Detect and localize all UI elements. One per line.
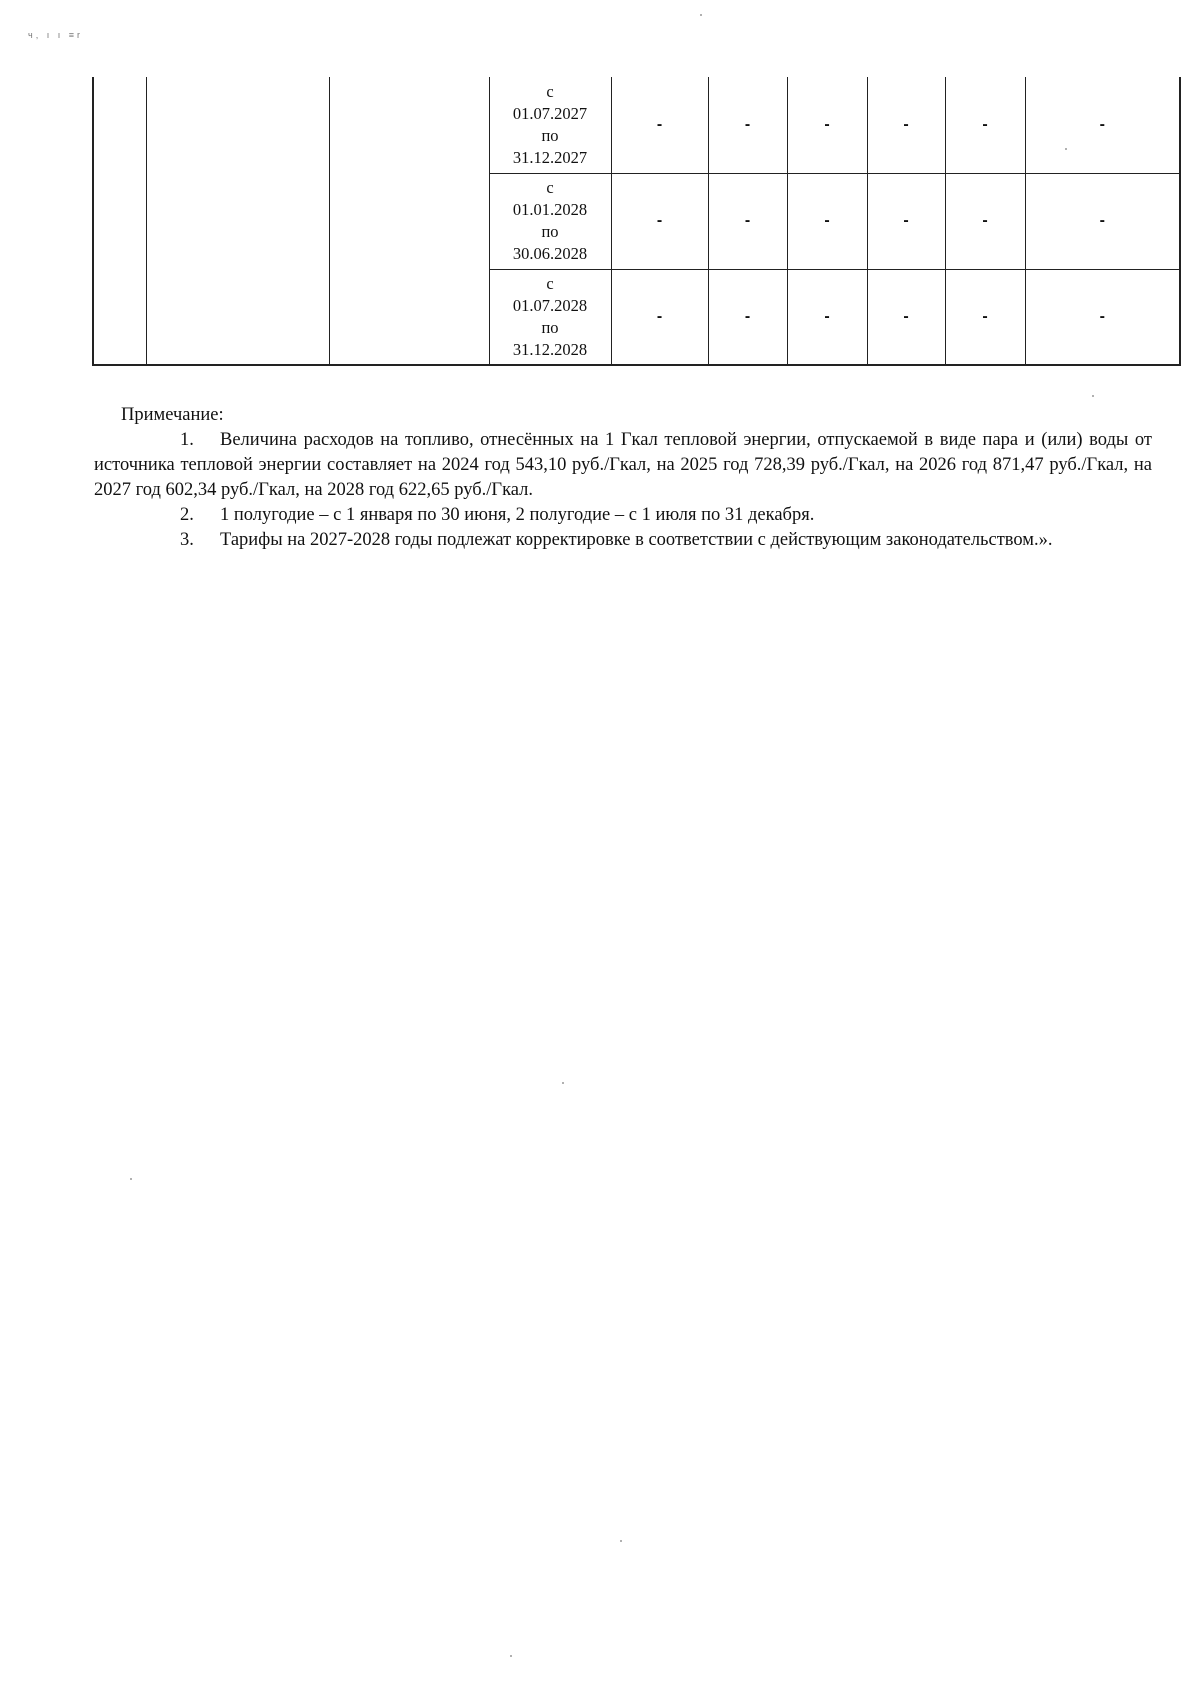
period-cell xyxy=(489,77,611,173)
tariff-table xyxy=(92,77,1181,366)
table-cell-empty xyxy=(146,77,329,173)
period-to-word: по xyxy=(541,125,559,145)
table-cell-empty xyxy=(329,77,489,173)
value-cell: - xyxy=(611,269,708,365)
value-cell: - xyxy=(708,77,787,173)
value-cell: - xyxy=(945,77,1025,173)
period-from-date: 01.01.2028 xyxy=(512,200,588,219)
period-from-date: 01.07.2027 xyxy=(512,103,588,123)
value-cell: - xyxy=(1025,269,1180,365)
scan-mark: ч, ı ı ≡r xyxy=(28,30,83,40)
table-row xyxy=(93,173,1180,269)
value-cell: - xyxy=(867,173,945,269)
value-cell: - xyxy=(708,269,787,365)
period-from-word: с xyxy=(546,178,554,197)
table-cell-empty xyxy=(146,269,329,365)
table-cell-empty xyxy=(93,77,146,173)
value-cell: - xyxy=(787,269,867,365)
value-cell: - xyxy=(787,173,867,269)
table-cell-empty xyxy=(93,269,146,365)
value-cell: - xyxy=(1025,173,1180,269)
period-to-date: 31.12.2028 xyxy=(512,339,588,359)
period-to-word: по xyxy=(541,317,559,337)
note-text: Тарифы на 2027-2028 годы подлежат корректировке в соответствии с действующим законодательством.». xyxy=(220,530,1053,550)
note-number: 1. xyxy=(180,430,194,450)
value-cell: - xyxy=(867,77,945,173)
value-cell: - xyxy=(708,173,787,269)
value-cell: - xyxy=(611,77,708,173)
table-cell-empty xyxy=(146,173,329,269)
table-cell-empty xyxy=(329,269,489,365)
value-cell: - xyxy=(611,173,708,269)
value-cell: - xyxy=(867,269,945,365)
table-cell-empty xyxy=(93,173,146,269)
note-number: 2. xyxy=(180,505,194,525)
value-cell: - xyxy=(945,173,1025,269)
period-to-date: 30.06.2028 xyxy=(512,244,588,263)
note-item xyxy=(94,428,1152,503)
table-row xyxy=(93,269,1180,365)
table-row xyxy=(93,77,1180,173)
note-item xyxy=(94,503,1152,528)
value-cell: - xyxy=(787,77,867,173)
note-item xyxy=(94,528,1152,553)
period-cell xyxy=(489,269,611,365)
period-from-date: 01.07.2028 xyxy=(512,295,588,315)
notes-heading: Примечание: xyxy=(121,405,224,425)
period-cell xyxy=(489,173,611,269)
value-cell: - xyxy=(945,269,1025,365)
period-to-date: 31.12.2027 xyxy=(512,147,588,167)
period-to-word: по xyxy=(541,222,559,241)
note-text: Величина расходов на топливо, отнесённых на 1 Гкал тепловой энергии, отпускаемой в виде пара и (или) воды от источника тепловой энергии составляет на 2024 год 543,10 руб./Гкал, на 2025 год 728,39 руб./Гкал, на 2026 год 871,47 руб./Гкал, на 2027 год 602,34 руб./Гкал, на 2028 год 622,65 руб./Гкал. xyxy=(94,430,1152,500)
table-cell-empty xyxy=(329,173,489,269)
period-from-word: с xyxy=(546,273,554,293)
note-number: 3. xyxy=(180,530,194,550)
value-cell: - xyxy=(1025,77,1180,173)
period-from-word: с xyxy=(546,81,554,101)
note-text: 1 полугодие – с 1 января по 30 июня, 2 полугодие – с 1 июля по 31 декабря. xyxy=(220,505,815,525)
notes-section xyxy=(94,403,1152,553)
